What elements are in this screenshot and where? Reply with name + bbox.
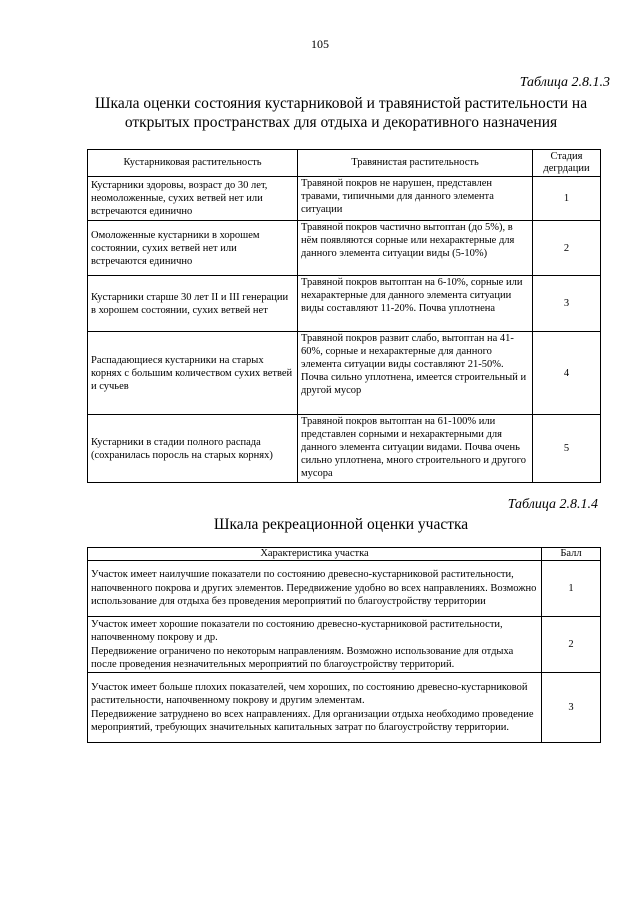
- header-grass: Травянистая растительность: [298, 150, 533, 177]
- grass-cell: Травяной покров не нарушен, представлен травами, типичными для данного элемента ситуации: [298, 177, 533, 221]
- shrub-cell: Распадающиеся кустарники на старых корнях с большим количеством сухих ветвей и сучьев: [88, 332, 298, 415]
- characteristic-text: Участок имеет хорошие показатели по состоянию древесно-кустарниковой растительности, напочвенному покрову и др.: [91, 618, 503, 643]
- table1-title-line1: Шкала оценки состояния кустарниковой и травянистой растительности на: [94, 95, 588, 112]
- grass-cell: Травяной покров вытоптан на 6-10%, сорные или нехарактерные для данного элемента ситуации виды составляют 11-20%. Почва уплотнена: [298, 276, 533, 332]
- stage-cell: 2: [533, 221, 601, 276]
- table-row: [88, 673, 601, 743]
- table-caption-2-8-1-4: Таблица 2.8.1.4: [507, 497, 598, 512]
- grass-cell: Травяной покров частично вытоптан (до 5%), в нём появляются сорные или нехарактерные для данного элемента ситуации виды (5-10%): [298, 221, 533, 276]
- grass-cell: [298, 332, 533, 415]
- page-number: 105: [311, 37, 329, 51]
- header-shrub: Кустарниковая растительность: [88, 150, 298, 177]
- characteristic-extra: Передвижение затруднено во всех направлениях. Для организации отдыха необходимо проведение мероприятий, требующих значительных капитальных затрат по благоустройству территории.: [91, 708, 534, 733]
- grass-cell: Травяной покров вытоптан на 61-100% или представлен сорными и нехарактерными для данного элемента ситуации видами. Почва очень сильно уплотнена, много строительного и другого мусора: [298, 415, 533, 483]
- characteristic-extra: Передвижение ограничено по некоторым направлениям. Возможно использование для отдыха после проведения незначительных мероприятий по благоустройству территорий.: [91, 645, 514, 670]
- stage-cell: 3: [533, 276, 601, 332]
- characteristic-cell: Участок имеет наилучшие показатели по состоянию древесно-кустарниковой растительности, напочвенного покрова и других элементов. Передвижение удобно во всех направлениях. Возможно использование для отдыха без проведения мероприятий по благоустройству территории: [88, 561, 542, 617]
- characteristic-text: Участок имеет больше плохих показателей, чем хороших, по состоянию древесно-кустарниковой растительности, напочвенному покрову и другим элементам.: [91, 681, 528, 706]
- table1-title-line2: открытых пространствах для отдыха и декоративного назначения: [124, 114, 558, 131]
- grass-cell-extra: Почва сильно уплотнена, имеется строительный и другой мусор: [301, 372, 527, 396]
- table-header-row: [88, 548, 601, 561]
- table-row: [88, 561, 601, 617]
- table-row: [88, 332, 601, 415]
- characteristic-cell: [88, 617, 542, 673]
- characteristic-cell: [88, 673, 542, 743]
- score-cell: 2: [542, 617, 601, 673]
- score-cell: 1: [542, 561, 601, 617]
- grass-cell-text: Травяной покров развит слабо, вытоптан на 41-60%, сорные и нехарактерные для данного элемента ситуации виды составляют 21-50%.: [301, 333, 514, 370]
- table-row: [88, 177, 601, 221]
- stage-cell: 5: [533, 415, 601, 483]
- shrub-cell: Омоложенные кустарники в хорошем состоянии, сухих ветвей нет или встречаются единично: [88, 221, 298, 276]
- table2-title: Шкала рекреационной оценки участка: [213, 516, 469, 533]
- vegetation-state-table: [87, 149, 601, 483]
- table-row: [88, 415, 601, 483]
- stage-cell: 4: [533, 332, 601, 415]
- recreation-score-table: [87, 547, 601, 743]
- header-score: Балл: [542, 548, 601, 561]
- shrub-cell: Кустарники здоровы, возраст до 30 лет, неомоложенные, сухих ветвей нет или встречаются единично: [88, 177, 298, 221]
- table1-title: [70, 94, 612, 132]
- stage-cell: 1: [533, 177, 601, 221]
- table-row: [88, 221, 601, 276]
- table-row: [88, 617, 601, 673]
- shrub-cell: Кустарники старше 30 лет II и III генерации в хорошем состоянии, сухих ветвей нет: [88, 276, 298, 332]
- score-cell: 3: [542, 673, 601, 743]
- table-row: [88, 276, 601, 332]
- table-caption-2-8-1-3: Таблица 2.8.1.3: [519, 75, 610, 90]
- table-header-row: [88, 150, 601, 177]
- header-characteristic: Характеристика участка: [88, 548, 542, 561]
- header-stage: Стадия дегрдации: [533, 150, 601, 177]
- shrub-cell: Кустарники в стадии полного распада (сохранилась поросль на старых корнях): [88, 415, 298, 483]
